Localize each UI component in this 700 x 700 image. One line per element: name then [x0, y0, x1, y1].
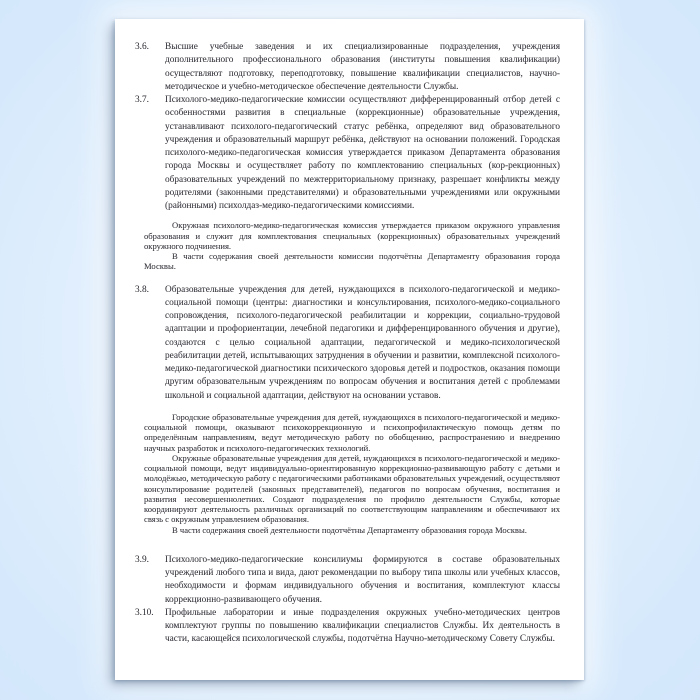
- clause-number: 3.6.: [135, 42, 149, 52]
- clause-number: 3.9.: [135, 554, 149, 565]
- clause-3-10: [135, 607, 560, 647]
- commentary-paragraph: В части содержания своей деятельности комиссии подотчётны Департаменту образования города Москвы.: [144, 251, 560, 272]
- clause-3-7: [135, 94, 560, 213]
- commentary-block: [144, 220, 560, 271]
- clause-3-8: [135, 284, 560, 403]
- clause-3-6: [135, 41, 560, 94]
- clause-number: 3.8.: [135, 284, 149, 295]
- document-content: [115, 19, 584, 647]
- clause-text: Психолого-медико-педагогические комиссии осуществляют дифференцированный отбор детей с особенностями развития в специальные (коррекционные) образовательные учреждения, устанавливают психолого-педагогический статус ребёнка, определяют вид образовательного учреждения и образовательный маршрут ребёнка, действуют на основании положений. Городская психолого-медико-педагогическая комиссия утверждается приказом Департамента образования города Москвы и осуществляет работу по комплектованию специальных (кор-рекционных) образовательных учреждений по межтерриториальному признаку, разрешает конфликты между родителями (законными представителями) и образовательными учреждениями или окружными (районными) психолдаз-медико-педагогическими комиссиями.: [165, 95, 560, 211]
- clause-text: Высшие учебные заведения и их специализированные подразделения, учреждения дополнительного профессионального образования (институты повышения квалификации) осуществляют подготовку, переподготовку, повышение квалификации специалистов, научно-методическое и учебно-методическое обеспечение деятельности Службы.: [165, 42, 560, 92]
- commentary-paragraph: Окружные образовательные учреждения для детей, нуждающихся в психолого-педагогической и медико-социальной помощи, ведут индивидуально-ориентированную коррекционно-развивающую работу с детьми и молодёжью, методическую работу с педагогическими работниками образовательных учреждений, осуществляют консультирование родителей (законных представителей), педагогов по вопросам обучения, воспитания и развития несовершеннолетних. Создают подразделения по профилю деятельности Службы, которые координируют деятельность различных организаций по соответствующим направлениям и обеспечивают их связь с окружным управлением образования.: [144, 452, 560, 525]
- clause-3-9: [135, 554, 560, 607]
- commentary-paragraph: Окружная психолого-медико-педагогическая комиссия утверждается приказом окружного управления образования и служит для комплектования специальных (коррекционных) образовательных учреждений окружного подчинения.: [144, 220, 560, 251]
- commentary-block: [144, 412, 560, 535]
- clause-number: 3.10.: [135, 607, 154, 618]
- commentary-paragraph: В части содержания своей деятельности подотчётны Департаменту образования города Москвы.: [172, 524, 527, 535]
- clause-text: Профильные лаборатории и иные подразделения окружных учебно-методических центров комплектуют группы по повышению квалификации специалистов Службы. Их деятельность в части, касающейся психологической службы, подотчётна Научно-методическому Совету Службы.: [165, 607, 560, 645]
- clause-text: Психолого-медико-педагогические консилиумы формируются в составе образовательных учреждений любого типа и вида, дают рекомендации по выбору типа школы или учебных классов, необходимости и формам индивидуального обучения и воспитания, комплектуют классы коррекционно-развивающего обучения.: [165, 554, 560, 605]
- commentary-paragraph: Городские образовательные учреждения для детей, нуждающихся в психолого-педагогической и медико-социальной помощи, оказывают психокоррекционную и психопрофилактическую помощь детям по определённым направлениям, ведут методическую работу по обобщению, распространению и внедрению научных разработок и психолого-педагогических технологий.: [144, 411, 560, 453]
- clause-number: 3.7.: [135, 95, 149, 105]
- document-page: [115, 19, 584, 680]
- clause-text: Образовательные учреждения для детей, нуждающихся в психолого-педагогической и медико-социальной помощи (центры: диагностики и консультирования, психолого-медико-социального сопровождения, психолого-педагогической реабилитации и коррекции, социально-трудовой адаптации и профориентации, лечебной педагогики и дифференцированного обучения и другие), создаются с целью социальной адаптации, педагогической и медико-психологической реабилитации детей, испытывающих затруднения в обучении и развитии, комплексной психолого-медико-педагогической диагностики психического здоровья детей и подростков, оказания помощи другим образовательным учреждениям по вопросам обучения и воспитания детей с проблемами школьной и социальной адаптации, действуют на основании уставов.: [165, 284, 560, 401]
